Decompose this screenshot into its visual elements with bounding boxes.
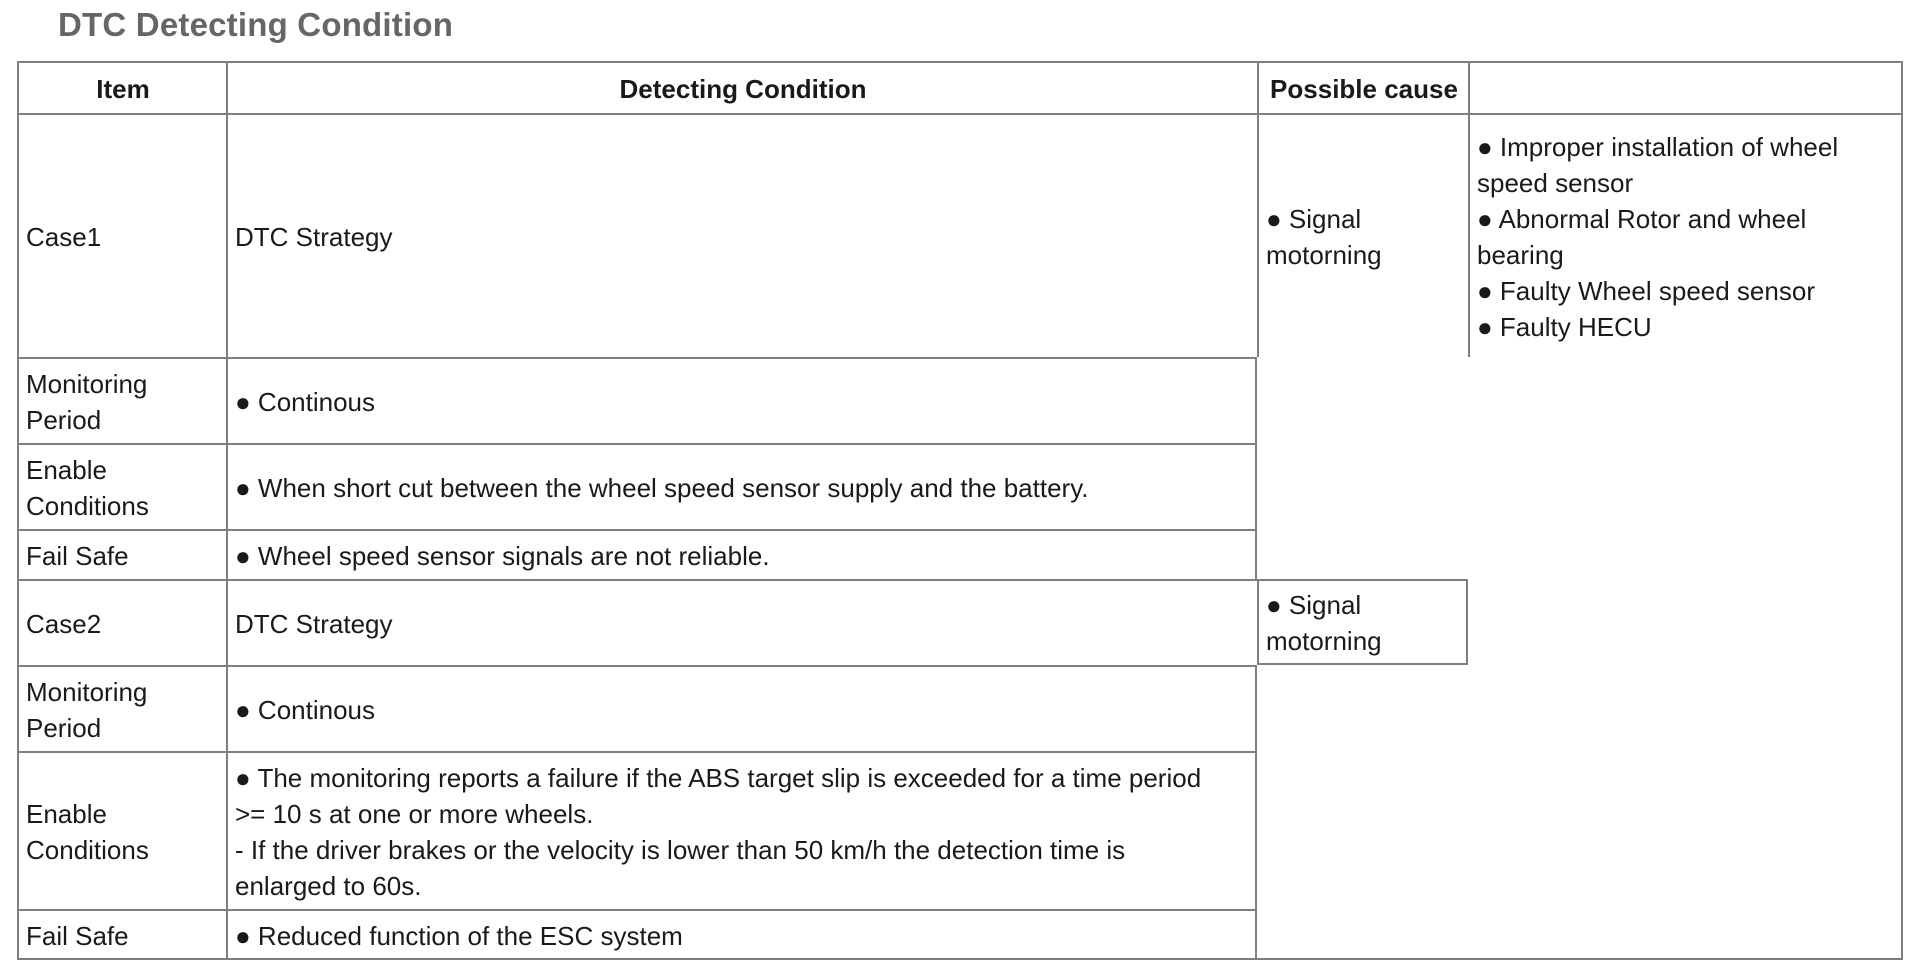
case1-detail-line: bearing [1477,240,1564,270]
header-extra [1468,61,1903,113]
case2-enable-value [226,751,1257,909]
case1-enable-value: ● When short cut between the wheel speed sensor supply and the battery. [226,443,1257,529]
label-line: Period [26,405,102,435]
case2-enable-line: >= 10 s at one or more wheels. [235,799,594,829]
case2-enable-line: - If the driver brakes or the velocity is lower than 50 km/h the detection time is [235,835,1126,865]
label-line: Period [26,713,102,743]
case1-monitoring-value: ● Continous [226,357,1257,443]
case1-enable-label [17,443,226,529]
label-line: Conditions [26,491,149,521]
case1-possible-cause [1257,113,1468,357]
empty-right-area [1257,357,1903,960]
label-line: Enable [26,799,107,829]
case1-detail-line: ● Faulty HECU [1477,312,1652,342]
case1-failsafe-label: Fail Safe [17,529,226,579]
header-item: Item [17,61,226,113]
label-line: Conditions [26,835,149,865]
case1-cause-line: ● Signal [1266,204,1362,234]
label-line: Monitoring [26,677,148,707]
case2-cause-line: ● Signal [1266,590,1362,620]
case2-condition: DTC Strategy [226,579,1257,665]
header-possible-cause: Possible cause [1257,61,1468,113]
case2-enable-line: ● The monitoring reports a failure if the ABS target slip is exceeded for a time period [235,763,1202,793]
case1-detail-line: ● Abnormal Rotor and wheel [1477,204,1807,234]
case2-enable-line: enlarged to 60s. [235,871,422,901]
label-line: Monitoring [26,369,148,399]
case1-failsafe-value: ● Wheel speed sensor signals are not reliable. [226,529,1257,579]
case1-detail-line: ● Faulty Wheel speed sensor [1477,276,1815,306]
page-title: DTC Detecting Condition [58,6,454,43]
case2-monitoring-value: ● Continous [226,665,1257,751]
case1-cause-line: motorning [1266,240,1382,270]
case2-failsafe-value: ● Reduced function of the ESC system [226,909,1257,960]
case2-monitoring-label [17,665,226,751]
case1-detail-line: ● Improper installation of wheel [1477,132,1839,162]
case1-detail-line: speed sensor [1477,168,1634,198]
case1-cause-details [1468,113,1903,357]
case2-cause-line: motorning [1266,626,1382,656]
dtc-condition-table [17,61,1903,954]
case2-enable-label [17,751,226,909]
case1-condition: DTC Strategy [226,113,1257,357]
case1-monitoring-label [17,357,226,443]
case2-failsafe-label: Fail Safe [17,909,226,960]
case1-item: Case1 [17,113,226,357]
header-detecting-condition: Detecting Condition [226,61,1257,113]
label-line: Enable [26,455,107,485]
case2-item: Case2 [17,579,226,665]
